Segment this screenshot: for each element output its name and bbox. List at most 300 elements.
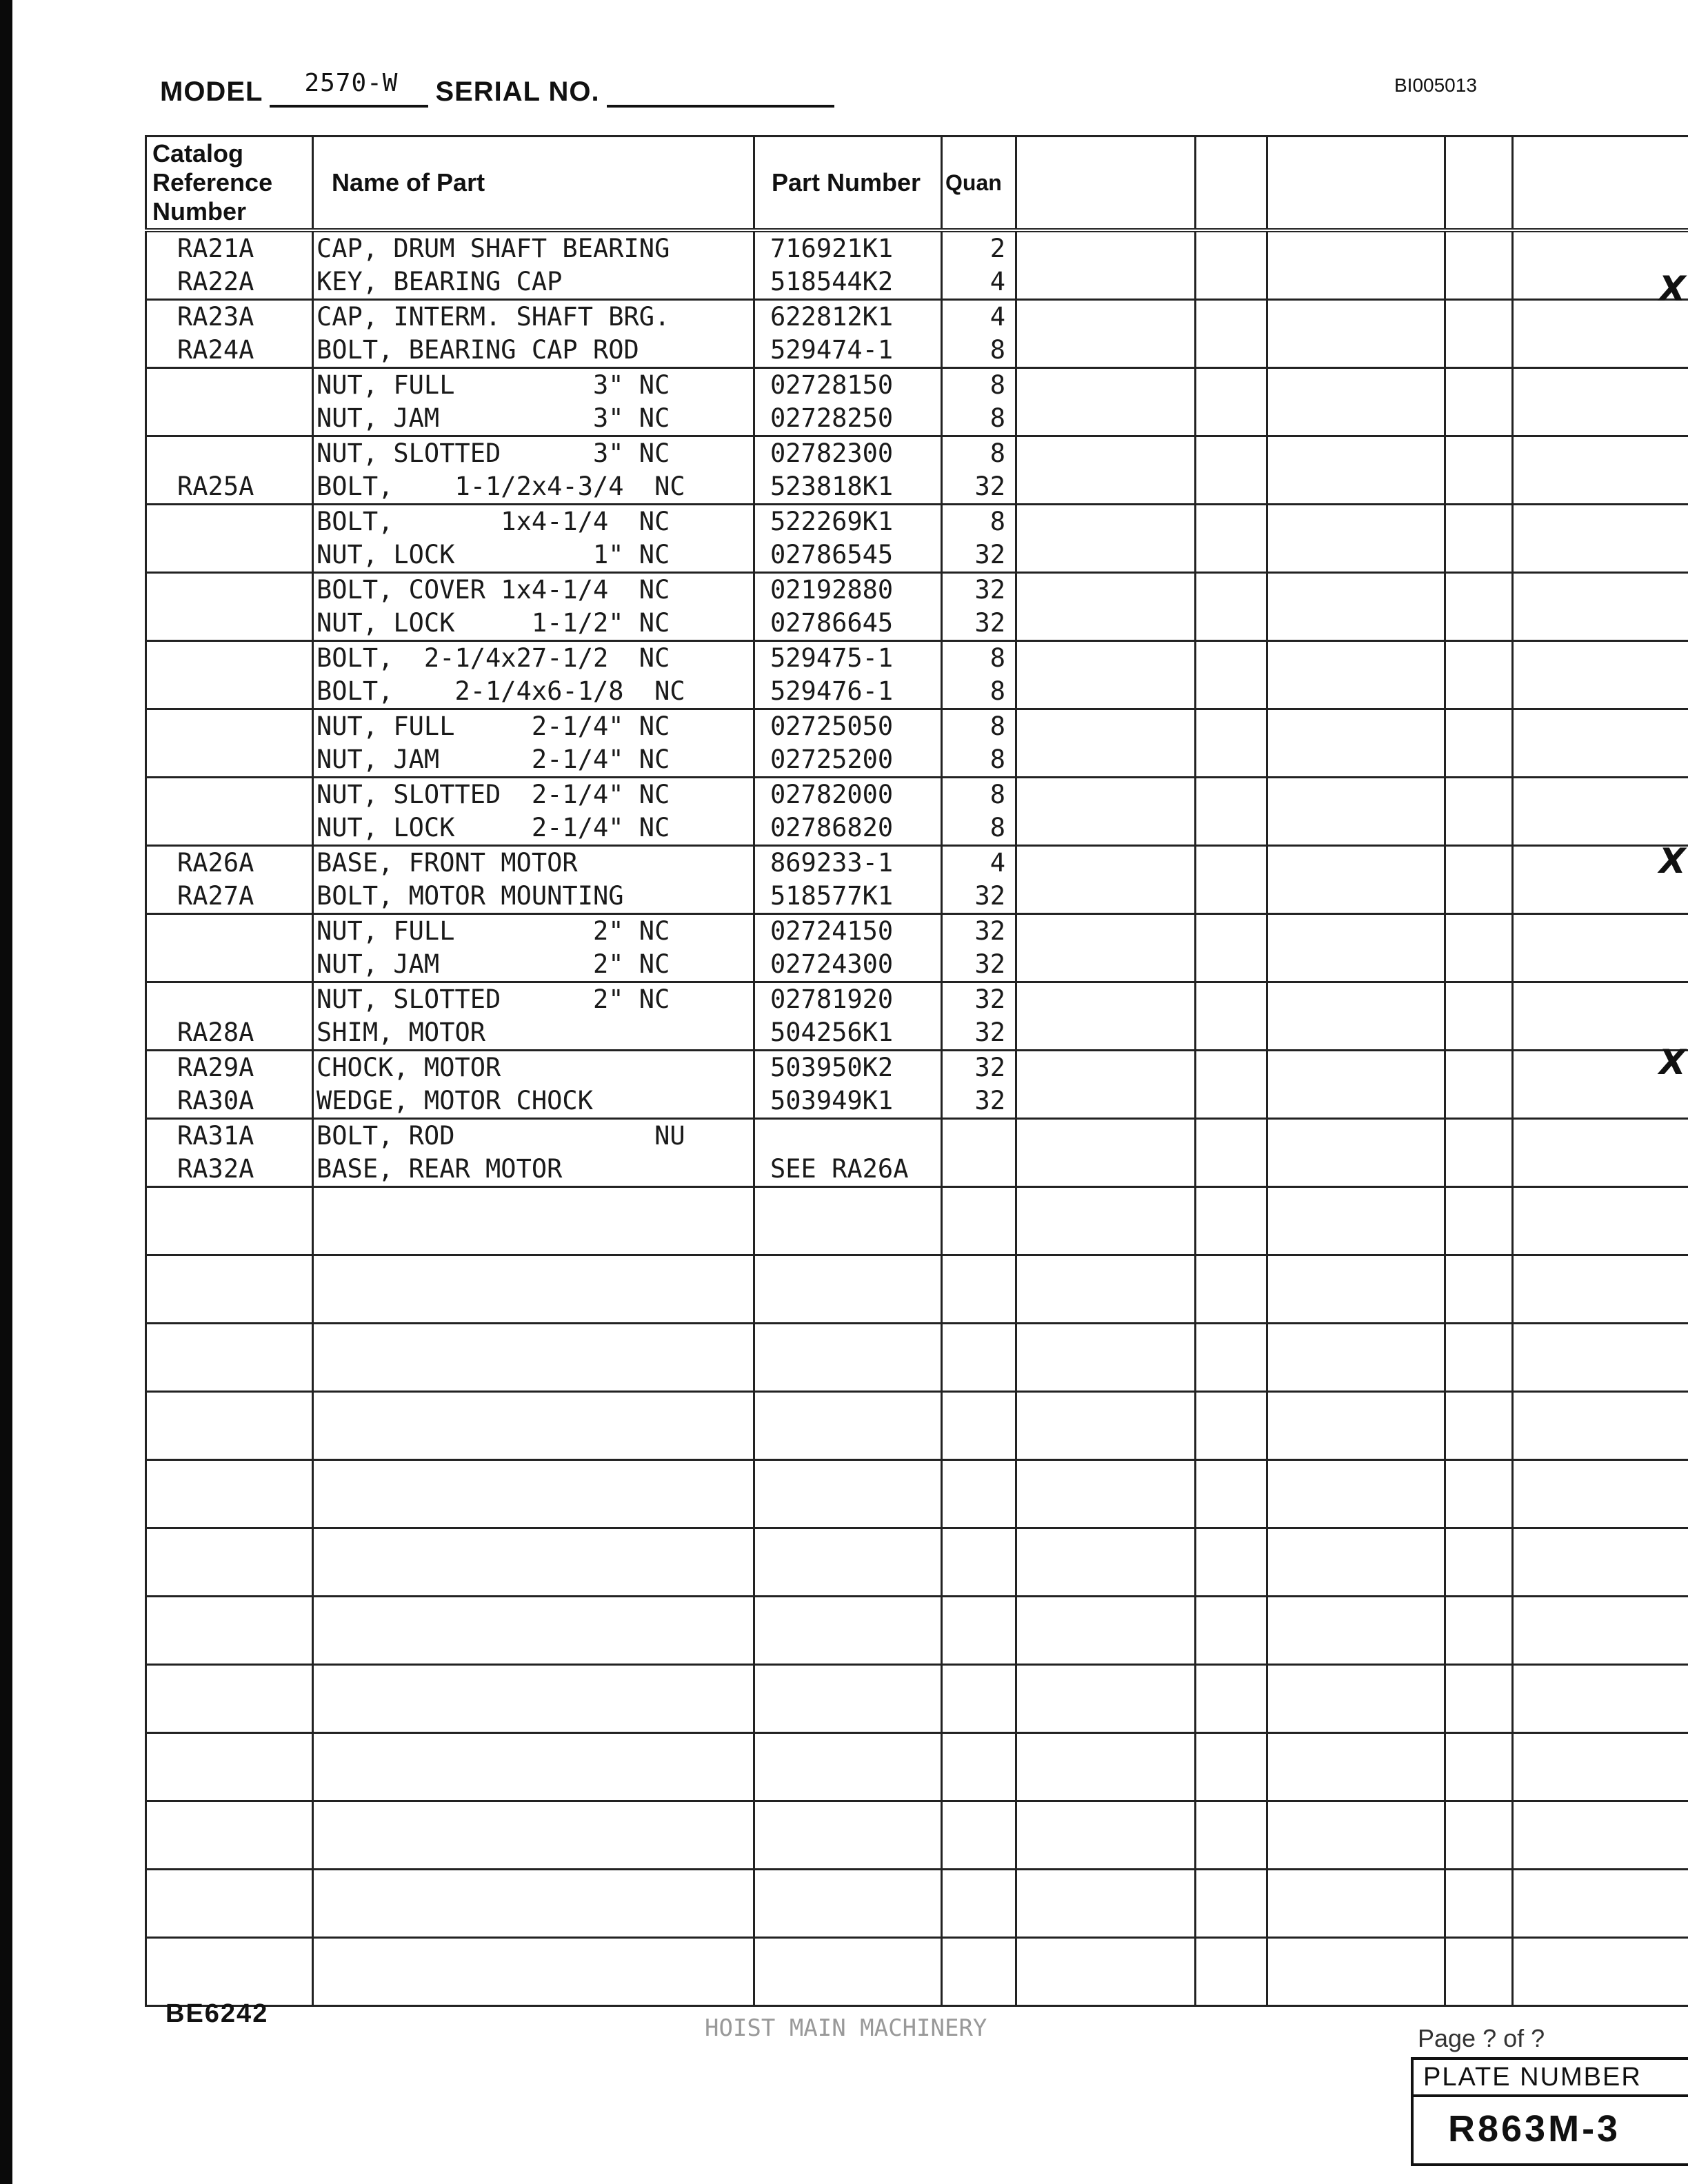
- quantity-line: 4: [989, 848, 1005, 878]
- header-part: Part Number: [754, 136, 942, 231]
- quantity-cell: [942, 300, 1016, 368]
- ref-line: [147, 607, 312, 640]
- quantity-line: 8: [989, 643, 1005, 673]
- part-number-line: [755, 1666, 941, 1699]
- name-cell: [313, 1733, 754, 1801]
- quantity-cell: [942, 1665, 1016, 1733]
- quantity-line: [943, 1461, 1015, 1494]
- blank-column-cell: [1196, 914, 1267, 982]
- part-number-line: SEE RA26A: [770, 1154, 909, 1184]
- blank-column-cell: [1196, 1324, 1267, 1392]
- part-number-line: 529475-1: [770, 643, 894, 673]
- name-line: BOLT, MOTOR MOUNTING: [316, 881, 624, 911]
- header-blank: [1196, 136, 1267, 231]
- table-row: [146, 1460, 1688, 1528]
- table-row: [146, 1665, 1688, 1733]
- quantity-line: 32: [974, 949, 1005, 979]
- blank-column-cell: [1196, 1051, 1267, 1119]
- header-name: Name of Part: [313, 136, 754, 231]
- ref-cell: [146, 1392, 313, 1460]
- blank-column-cell: [1267, 1187, 1445, 1255]
- quantity-cell: [942, 230, 1016, 300]
- header-blank: [1445, 136, 1513, 231]
- quantity-line: [943, 1188, 1015, 1221]
- name-line: BOLT, 1x4-1/4 NC: [316, 507, 670, 536]
- quantity-cell: [942, 1938, 1016, 2006]
- blank-column-cell: [1016, 368, 1196, 436]
- table-row: [146, 1733, 1688, 1801]
- quantity-line: 8: [989, 676, 1005, 706]
- part-number-line: [755, 1256, 941, 1289]
- blank-column-cell: [1445, 1187, 1513, 1255]
- table-row: [146, 1392, 1688, 1460]
- blank-column-cell: [1513, 982, 1688, 1051]
- ref-cell: [146, 982, 313, 1051]
- blank-column-cell: [1016, 1460, 1196, 1528]
- name-line: CHOCK, MOTOR: [316, 1053, 501, 1082]
- name-line: [314, 1972, 753, 2005]
- quantity-line: [943, 1562, 1015, 1595]
- name-line: CAP, INTERM. SHAFT BRG.: [316, 302, 670, 332]
- quantity-cell: [942, 1255, 1016, 1324]
- name-line: NUT, FULL 3" NC: [316, 370, 670, 400]
- blank-column-cell: [1445, 1051, 1513, 1119]
- blank-column-cell: [1196, 1938, 1267, 2006]
- name-line: NUT, LOCK 1" NC: [316, 540, 670, 569]
- quantity-line: 32: [974, 881, 1005, 911]
- name-line: [314, 1393, 753, 1426]
- blank-column-cell: [1513, 641, 1688, 709]
- part-number-line: [755, 1120, 941, 1153]
- part-number-line: 529474-1: [770, 335, 894, 365]
- ref-line: [147, 915, 312, 948]
- blank-column-cell: [1196, 1119, 1267, 1187]
- ref-cell: [146, 1324, 313, 1392]
- blank-column-cell: [1267, 778, 1445, 846]
- part-number-line: [755, 1461, 941, 1494]
- name-line: BASE, REAR MOTOR: [316, 1154, 563, 1184]
- name-line: BOLT, 1-1/2x4-3/4 NC: [316, 472, 685, 501]
- name-cell: [313, 914, 754, 982]
- blank-column-cell: [1196, 846, 1267, 914]
- ref-line: RA23A: [177, 302, 254, 332]
- blank-column-cell: [1445, 1324, 1513, 1392]
- part-number-line: [755, 1870, 941, 1903]
- blank-column-cell: [1267, 1665, 1445, 1733]
- part-number-cell: [754, 1255, 942, 1324]
- blank-column-cell: [1513, 1938, 1688, 2006]
- blank-column-cell: [1196, 1870, 1267, 1938]
- part-number-line: [755, 1324, 941, 1357]
- blank-column-cell: [1445, 1255, 1513, 1324]
- table-row: [146, 1597, 1688, 1665]
- part-number-line: 02728150: [770, 370, 894, 400]
- part-number-line: 504256K1: [770, 1018, 894, 1047]
- quantity-line: [943, 1393, 1015, 1426]
- quantity-line: 32: [974, 608, 1005, 638]
- ref-line: [147, 1666, 312, 1699]
- part-number-cell: [754, 1324, 942, 1392]
- name-line: [314, 1426, 753, 1459]
- ref-cell: [146, 914, 313, 982]
- quantity-cell: [942, 1119, 1016, 1187]
- part-number-line: 02782300: [770, 438, 894, 468]
- table-row: [146, 1324, 1688, 1392]
- quantity-line: [943, 1494, 1015, 1527]
- blank-column-cell: [1016, 505, 1196, 573]
- name-line: NUT, FULL 2" NC: [316, 916, 670, 946]
- quantity-line: [943, 1972, 1015, 2005]
- table-row: [146, 709, 1688, 778]
- name-cell: [313, 1051, 754, 1119]
- table-row: [146, 300, 1688, 368]
- blank-column-cell: [1267, 1528, 1445, 1597]
- ref-line: [147, 1562, 312, 1595]
- quantity-line: 4: [989, 302, 1005, 332]
- table-row: [146, 1938, 1688, 2006]
- part-number-cell: [754, 1392, 942, 1460]
- blank-column-cell: [1445, 1870, 1513, 1938]
- blank-column-cell: [1016, 1324, 1196, 1392]
- part-number-line: [755, 1529, 941, 1562]
- name-cell: [313, 1460, 754, 1528]
- ref-line: [147, 710, 312, 743]
- name-line: [314, 1802, 753, 1835]
- ref-line: RA32A: [177, 1154, 254, 1184]
- blank-column-cell: [1513, 300, 1688, 368]
- quantity-line: [943, 1630, 1015, 1664]
- part-number-line: 02781920: [770, 984, 894, 1014]
- blank-column-cell: [1196, 709, 1267, 778]
- blank-column-cell: [1513, 1119, 1688, 1187]
- blank-column-cell: [1445, 1392, 1513, 1460]
- part-number-cell: [754, 1801, 942, 1870]
- name-line: BASE, FRONT MOTOR: [316, 848, 578, 878]
- quantity-line: [943, 1153, 1015, 1186]
- quantity-line: 4: [989, 267, 1005, 296]
- blank-column-cell: [1267, 230, 1445, 300]
- part-number-line: [755, 1289, 941, 1322]
- name-line: NUT, JAM 3" NC: [316, 403, 670, 433]
- form-header: [160, 66, 841, 108]
- blank-column-cell: [1016, 436, 1196, 505]
- blank-column-cell: [1513, 1733, 1688, 1801]
- blank-column-cell: [1196, 1528, 1267, 1597]
- blank-column-cell: [1267, 1392, 1445, 1460]
- ref-cell: [146, 778, 313, 846]
- quantity-line: 32: [974, 1086, 1005, 1115]
- scan-edge-bar: [0, 0, 12, 2184]
- model-field[interactable]: [270, 69, 428, 108]
- blank-column-cell: [1513, 1460, 1688, 1528]
- table-row: [146, 846, 1688, 914]
- name-cell: [313, 573, 754, 641]
- ref-line: RA31A: [177, 1121, 254, 1151]
- ref-cell: [146, 505, 313, 573]
- blank-column-cell: [1267, 1460, 1445, 1528]
- blank-column-cell: [1016, 1051, 1196, 1119]
- ref-line: RA24A: [177, 335, 254, 365]
- ref-line: [147, 1529, 312, 1562]
- ref-cell: [146, 1801, 313, 1870]
- blank-column-cell: [1513, 1324, 1688, 1392]
- blank-column-cell: [1445, 1665, 1513, 1733]
- quantity-cell: [942, 1460, 1016, 1528]
- quantity-line: 32: [974, 1018, 1005, 1047]
- blank-column-cell: [1196, 1460, 1267, 1528]
- blank-column-cell: [1196, 1597, 1267, 1665]
- ref-cell: [146, 1528, 313, 1597]
- table-row: [146, 436, 1688, 505]
- plate-number: R863M-3: [1448, 2108, 1621, 2150]
- plate-number-box: [1411, 2057, 1688, 2166]
- quantity-line: 32: [974, 1053, 1005, 1082]
- serial-field[interactable]: [607, 77, 834, 108]
- ref-line: [147, 1870, 312, 1903]
- table-header-row: [146, 136, 1688, 231]
- blank-column-cell: [1196, 641, 1267, 709]
- blank-column-cell: [1445, 914, 1513, 982]
- ref-line: [147, 948, 312, 981]
- ref-cell: [146, 1938, 313, 2006]
- blank-column-cell: [1267, 1597, 1445, 1665]
- blank-column-cell: [1016, 982, 1196, 1051]
- parts-table: [145, 135, 1688, 2007]
- blank-column-cell: [1196, 1665, 1267, 1733]
- name-line: [314, 1903, 753, 1937]
- name-line: BOLT, ROD NU: [316, 1121, 685, 1151]
- name-line: [314, 1461, 753, 1494]
- ref-line: [147, 402, 312, 435]
- quantity-line: 8: [989, 507, 1005, 536]
- quantity-cell: [942, 368, 1016, 436]
- name-line: NUT, LOCK 1-1/2" NC: [316, 608, 670, 638]
- ref-line: [147, 642, 312, 675]
- ref-line: [147, 1357, 312, 1391]
- name-line: [314, 1357, 753, 1391]
- footer-code: BE6242: [165, 1999, 269, 2028]
- blank-column-cell: [1016, 300, 1196, 368]
- quantity-cell: [942, 436, 1016, 505]
- ref-line: [147, 1188, 312, 1221]
- margin-mark: X: [1659, 1042, 1686, 1082]
- quantity-line: 32: [974, 575, 1005, 605]
- ref-line: [147, 1324, 312, 1357]
- name-cell: [313, 300, 754, 368]
- quantity-cell: [942, 1801, 1016, 1870]
- quantity-cell: [942, 778, 1016, 846]
- header-ref: Catalog Reference Number: [146, 136, 313, 231]
- ref-line: [147, 811, 312, 845]
- part-number-cell: [754, 1733, 942, 1801]
- quantity-cell: [942, 573, 1016, 641]
- ref-cell: [146, 230, 313, 300]
- part-number-line: 622812K1: [770, 302, 894, 332]
- quantity-cell: [942, 982, 1016, 1051]
- blank-column-cell: [1016, 1392, 1196, 1460]
- blank-column-cell: [1267, 1119, 1445, 1187]
- blank-column-cell: [1513, 914, 1688, 982]
- quantity-cell: [942, 641, 1016, 709]
- quantity-line: [943, 1120, 1015, 1153]
- name-line: BOLT, BEARING CAP ROD: [316, 335, 639, 365]
- blank-column-cell: [1513, 1392, 1688, 1460]
- ref-cell: [146, 1597, 313, 1665]
- quantity-line: 2: [989, 234, 1005, 263]
- part-number-line: 02192880: [770, 575, 894, 605]
- blank-column-cell: [1513, 1528, 1688, 1597]
- blank-column-cell: [1016, 1665, 1196, 1733]
- part-number-line: 02724150: [770, 916, 894, 946]
- quantity-line: [943, 1903, 1015, 1937]
- blank-column-cell: [1267, 1733, 1445, 1801]
- name-cell: [313, 1870, 754, 1938]
- quantity-line: [943, 1529, 1015, 1562]
- blank-column-cell: [1445, 1528, 1513, 1597]
- blank-column-cell: [1196, 778, 1267, 846]
- table-row: [146, 1801, 1688, 1870]
- table-row: [146, 573, 1688, 641]
- name-line: NUT, JAM 2" NC: [316, 949, 670, 979]
- blank-column-cell: [1445, 1938, 1513, 2006]
- table-row: [146, 1255, 1688, 1324]
- part-number-line: 02725200: [770, 745, 894, 774]
- part-number-line: [755, 1221, 941, 1254]
- table-row: [146, 1187, 1688, 1255]
- part-number-line: 02724300: [770, 949, 894, 979]
- blank-column-cell: [1196, 1733, 1267, 1801]
- part-number-line: 503950K2: [770, 1053, 894, 1082]
- blank-column-cell: [1016, 1528, 1196, 1597]
- quantity-line: [943, 1666, 1015, 1699]
- blank-column-cell: [1016, 914, 1196, 982]
- part-number-line: 869233-1: [770, 848, 894, 878]
- quantity-line: [943, 1939, 1015, 1972]
- blank-column-cell: [1445, 846, 1513, 914]
- name-cell: [313, 1665, 754, 1733]
- blank-column-cell: [1016, 778, 1196, 846]
- blank-column-cell: [1196, 505, 1267, 573]
- part-number-cell: [754, 1870, 942, 1938]
- part-number-line: [755, 1393, 941, 1426]
- blank-column-cell: [1445, 1733, 1513, 1801]
- table-row: [146, 914, 1688, 982]
- part-number-line: 503949K1: [770, 1086, 894, 1115]
- blank-column-cell: [1196, 982, 1267, 1051]
- ref-line: [147, 505, 312, 538]
- blank-column-cell: [1196, 230, 1267, 300]
- ref-cell: [146, 1255, 313, 1324]
- part-number-cell: [754, 1460, 942, 1528]
- part-number-line: 523818K1: [770, 472, 894, 501]
- name-line: [314, 1835, 753, 1868]
- name-cell: [313, 641, 754, 709]
- name-cell: [313, 1392, 754, 1460]
- blank-column-cell: [1445, 505, 1513, 573]
- blank-column-cell: [1016, 573, 1196, 641]
- table-row: [146, 368, 1688, 436]
- ref-cell: [146, 368, 313, 436]
- quantity-cell: [942, 1187, 1016, 1255]
- part-number-line: [755, 1767, 941, 1800]
- part-number-line: [755, 1426, 941, 1459]
- blank-column-cell: [1445, 982, 1513, 1051]
- ref-line: [147, 1699, 312, 1732]
- ref-line: [147, 1393, 312, 1426]
- table-body: [146, 230, 1688, 2006]
- part-number-line: [755, 1903, 941, 1937]
- quantity-cell: [942, 1528, 1016, 1597]
- part-number-line: 716921K1: [770, 234, 894, 263]
- part-number-line: [755, 1562, 941, 1595]
- blank-column-cell: [1016, 1801, 1196, 1870]
- blank-column-cell: [1513, 505, 1688, 573]
- part-number-cell: [754, 1119, 942, 1187]
- blank-column-cell: [1196, 436, 1267, 505]
- part-number-cell: [754, 1938, 942, 2006]
- part-number-line: [755, 1630, 941, 1664]
- ref-line: [147, 1767, 312, 1800]
- table-row: [146, 982, 1688, 1051]
- blank-column-cell: [1445, 1597, 1513, 1665]
- part-number-line: 518544K2: [770, 267, 894, 296]
- ref-line: RA28A: [177, 1018, 254, 1047]
- quantity-line: 8: [989, 780, 1005, 809]
- blank-column-cell: [1445, 300, 1513, 368]
- model-label: MODEL: [160, 77, 263, 107]
- ref-line: RA27A: [177, 881, 254, 911]
- part-number-line: [755, 1699, 941, 1732]
- name-line: NUT, SLOTTED 3" NC: [316, 438, 670, 468]
- name-line: [314, 1666, 753, 1699]
- blank-column-cell: [1016, 1255, 1196, 1324]
- quantity-line: 8: [989, 403, 1005, 433]
- name-line: [314, 1734, 753, 1767]
- ref-line: [147, 1221, 312, 1254]
- part-number-cell: [754, 1187, 942, 1255]
- blank-column-cell: [1445, 368, 1513, 436]
- name-line: [314, 1699, 753, 1732]
- ref-cell: [146, 436, 313, 505]
- blank-column-cell: [1267, 300, 1445, 368]
- serial-label: SERIAL NO.: [435, 77, 600, 107]
- blank-column-cell: [1196, 1392, 1267, 1460]
- blank-column-cell: [1016, 846, 1196, 914]
- name-cell: [313, 709, 754, 778]
- blank-column-cell: [1445, 641, 1513, 709]
- part-number-line: [755, 1802, 941, 1835]
- table-row: [146, 505, 1688, 573]
- table-row: [146, 1051, 1688, 1119]
- name-cell: [313, 436, 754, 505]
- blank-column-cell: [1267, 1051, 1445, 1119]
- ref-line: [147, 1461, 312, 1494]
- part-number-line: 529476-1: [770, 676, 894, 706]
- ref-cell: [146, 1460, 313, 1528]
- ref-line: RA21A: [177, 234, 254, 263]
- blank-column-cell: [1513, 573, 1688, 641]
- name-line: [314, 1529, 753, 1562]
- name-line: [314, 1494, 753, 1527]
- blank-column-cell: [1196, 1801, 1267, 1870]
- blank-column-cell: [1196, 300, 1267, 368]
- quantity-cell: [942, 1392, 1016, 1460]
- model-value: 2570-W: [304, 69, 399, 97]
- name-line: [314, 1188, 753, 1221]
- part-number-cell: [754, 230, 942, 300]
- blank-column-cell: [1513, 709, 1688, 778]
- ref-cell: [146, 1051, 313, 1119]
